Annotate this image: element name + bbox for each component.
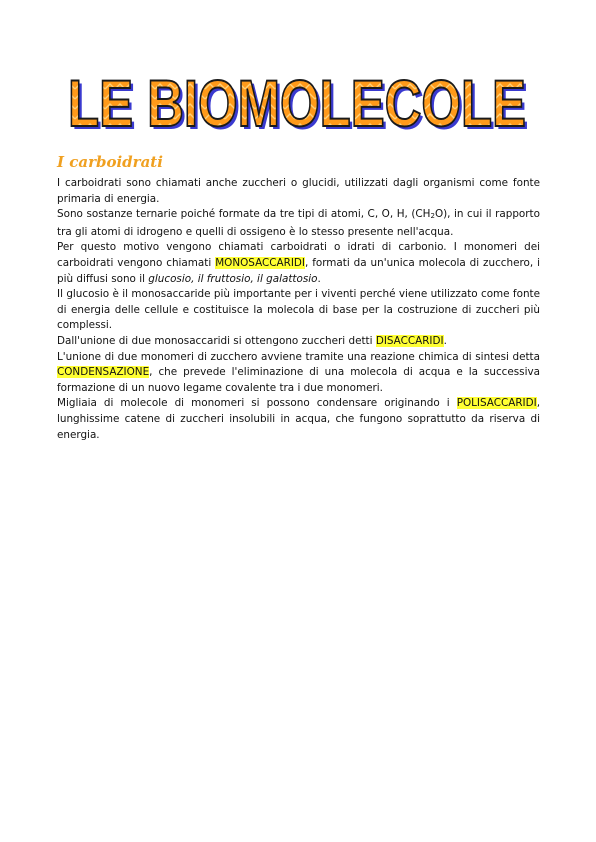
title-wordart (55, 52, 535, 152)
highlight-polisaccaridi: POLISACCARIDI (456, 397, 537, 410)
paragraph-4: Il glucosio è il monosaccaride più importante per i viventi perché viene utilizzato come fonte di energia delle cellule e costituisce la molecola di base per la costruzione di zuccheri più complessi. (57, 288, 540, 332)
paragraph-7: Migliaia di molecole di monomeri si possono condensare originando i POLISACCARIDI, lunghissime catene di zuccheri insolubili in acqua, che fungono soprattutto da riserva di energia. (57, 397, 540, 441)
highlight-disaccaridi: DISACCARIDI (375, 334, 444, 347)
section-heading: I carboidrati (57, 153, 163, 171)
title-text: LE BIOMOLECOLE (68, 66, 526, 140)
paragraph-6: L'unione di due monomeri di zucchero avviene tramite una reazione chimica di sintesi detta CONDENSAZIONE, che prevede l'eliminazione di una molecola di acqua e la successiva formazione di un nuovo legame covalente tra i due monomeri. (57, 350, 540, 394)
page-title (55, 52, 535, 152)
title-shadow: LE BIOMOLECOLE (71, 69, 529, 143)
italic-sugars: glucosio, il fruttosio, il galattosio (148, 272, 318, 285)
body-text (57, 176, 540, 443)
subscript-2: 2 (430, 212, 435, 221)
paragraph-3: Per questo motivo vengono chiamati carboidrati o idrati di carbonio. I monomeri dei carboidrati vengono chiamati MONOSACCARIDI, formati da un'unica molecola di zucchero, i più diffusi sono il glucosio, il fruttosio, il galattosio. (57, 241, 540, 285)
highlight-condensazione: CONDENSAZIONE (57, 366, 150, 379)
highlight-monosaccaridi: MONOSACCARIDI (215, 256, 305, 269)
paragraph-1: I carboidrati sono chiamati anche zuccheri o glucidi, utilizzati dagli organismi come fonte primaria di energia. (57, 177, 540, 205)
paragraph-2: Sono sostanze ternarie poiché formate da tre tipi di atomi, C, O, H, (CH2O), in cui il rapporto tra gli atomi di idrogeno e quelli di ossigeno è lo stesso presente nell'acqua. (57, 208, 540, 238)
paragraph-5: Dall'unione di due monosaccaridi si ottengono zuccheri detti DISACCARIDI. (57, 334, 447, 347)
